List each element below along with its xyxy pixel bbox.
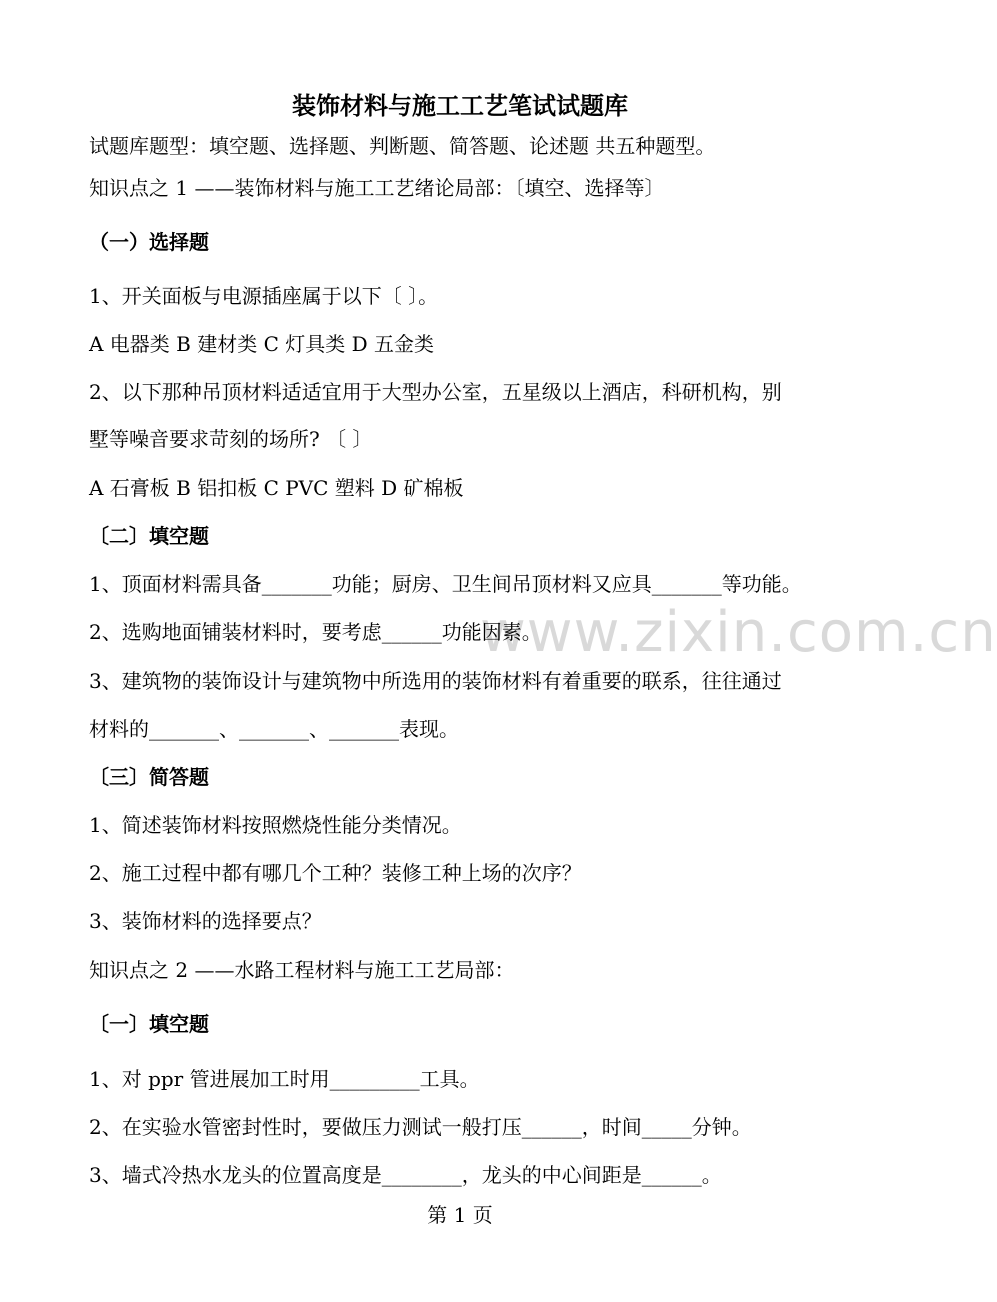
question-types-line: 试题库题型：填空题、选择题、判断题、简答题、论述题 共五种题型。 (89, 134, 716, 158)
kp2-fill-question-3: 3、墙式冷热水龙头的位置高度是________，龙头的中心间距是______。 (89, 1163, 722, 1187)
kp2-fill-question-2: 2、在实验水管密封性时，要做压力测试一般打压______，时间_____分钟。 (89, 1115, 752, 1139)
knowledge-point-1-heading: 知识点之 1 ——装饰材料与施工工艺绪论局部：〔填空、选择等〕 (89, 176, 665, 200)
kp2-fill-question-1: 1、对 ppr 管进展加工时用_________工具。 (89, 1067, 480, 1091)
fill-question-3-line-1: 3、建筑物的装饰设计与建筑物中所选用的装饰材料有着重要的联系，往往通过 (89, 669, 782, 693)
page-number: 第 1 页 (427, 1203, 493, 1227)
short-answer-question-2: 2、施工过程中都有哪几个工种？装修工种上场的次序？ (89, 861, 582, 885)
choice-question-1-options: A 电器类 B 建材类 C 灯具类 D 五金类 (89, 332, 434, 356)
watermark: www.zixin.com.cn (480, 600, 997, 665)
choice-question-2-options: A 石膏板 B 铝扣板 C PVC 塑料 D 矿棉板 (89, 476, 464, 500)
choice-question-2-line-1: 2、以下那种吊顶材料适适宜用于大型办公室，五星级以上酒店，科研机构，别 (89, 380, 782, 404)
short-answer-question-1: 1、简述装饰材料按照燃烧性能分类情况。 (89, 813, 462, 837)
knowledge-point-2-heading: 知识点之 2 ——水路工程材料与施工工艺局部： (89, 958, 515, 982)
page-title: 装饰材料与施工工艺笔试试题库 (292, 91, 628, 120)
fill-question-1: 1、顶面材料需具备_______功能；厨房、卫生间吊顶材料又应具_______等功能。 (89, 572, 802, 596)
kp2-fill-section-heading: 〔一〕填空题 (89, 1012, 209, 1036)
choice-question-1: 1、开关面板与电源插座属于以下〔 〕。 (89, 284, 439, 308)
choice-question-2-line-2: 墅等噪音要求苛刻的场所? 〔 〕 (89, 427, 373, 451)
short-answer-section-heading: 〔三〕简答题 (89, 765, 209, 789)
fill-question-3-line-2: 材料的_______、_______、_______表现。 (89, 717, 459, 741)
fill-question-2: 2、选购地面铺装材料时，要考虑______功能因素。 (89, 620, 542, 644)
choice-section-heading: （一）选择题 (89, 230, 209, 254)
fill-section-heading: 〔二〕填空题 (89, 524, 209, 548)
short-answer-question-3: 3、装饰材料的选择要点？ (89, 909, 322, 933)
